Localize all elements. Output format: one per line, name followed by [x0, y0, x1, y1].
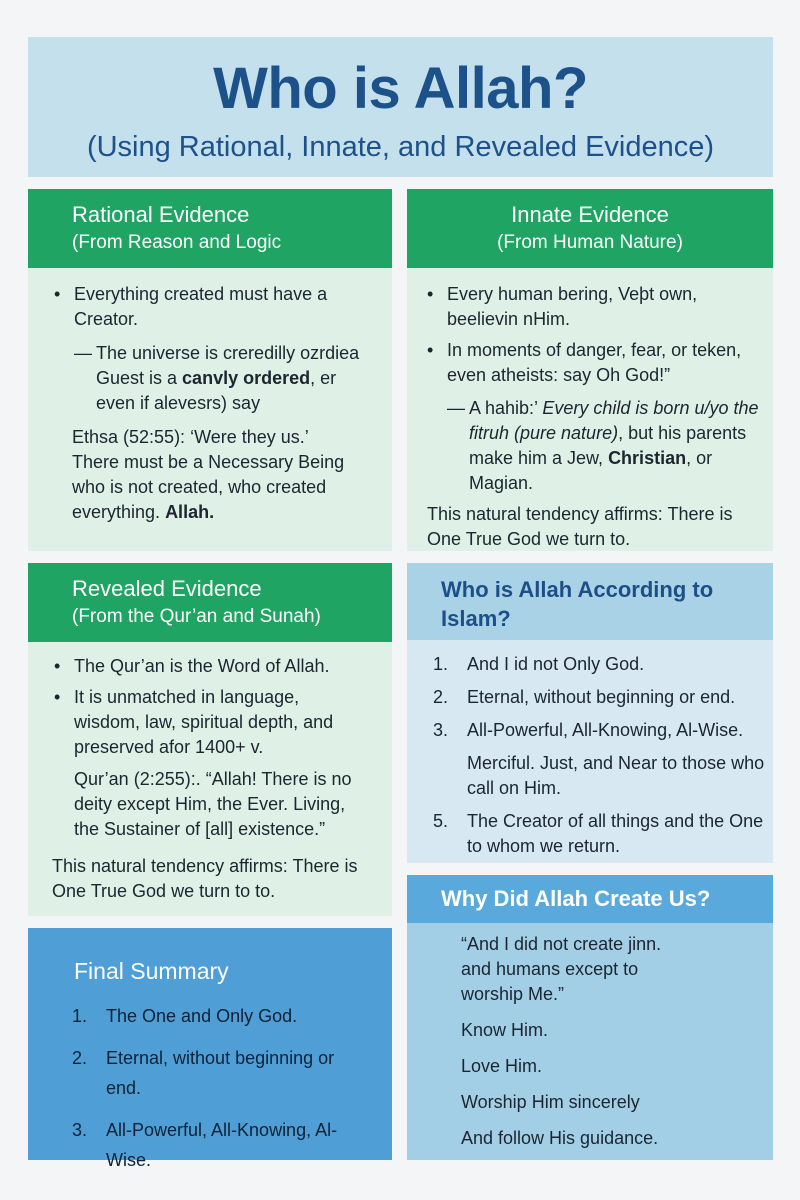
according-item — [433, 718, 765, 743]
innate-conclusion: This natural tendency affirms: There is One True God we turn to. — [427, 504, 733, 549]
revealed-bullet-2: • It is unmatched in language, wisdom, law, spiritual depth, and preserved afor 1400+ v. — [54, 685, 370, 760]
rational-evidence-card: Rational Evidence (From Reason and Logic • Everything created must have a Creator. — The universe is creredilly ozrdiea Guest is a canvly ordered, er even if alevesrs) say Ethsa (52:55): ‘Were they us.’ There must be a Necessary Being who is not created, who created everything. Allah. — [28, 189, 392, 551]
revealed-evidence-card — [28, 563, 392, 916]
revealed-evidence-header — [28, 563, 392, 642]
according-heading: Who is Allah According to Islam? — [441, 577, 714, 631]
page-title: Who is Allah? — [213, 56, 588, 121]
summary-item — [72, 1115, 372, 1175]
revealed-bullet-1: • The Qur’an is the Word of Allah. — [54, 654, 370, 679]
summary-heading: Final Summary — [74, 958, 229, 984]
according-item — [433, 652, 765, 677]
item-number: 1. — [433, 654, 449, 674]
item-number: 2. — [433, 687, 449, 707]
item-text: And I id not Only God. — [467, 654, 645, 674]
item-text: The Creator of all things and the One to whom we return. — [467, 811, 764, 856]
title-banner — [28, 37, 773, 177]
revealed-quote: Qur’an (2:255):. “Allah! There is no deity except Him, the Ever. Living, the Sustainer of [all] existence.” — [74, 769, 352, 839]
rational-subheading: (From Reason and Logic — [72, 232, 282, 253]
rational-bullet: • Everything created must have a Creator. — [54, 282, 374, 332]
according-to-islam-card — [407, 563, 773, 863]
revealed-heading: Revealed Evidence — [72, 576, 262, 601]
summary-list — [28, 985, 392, 1175]
why-line: Love Him. — [461, 1056, 543, 1076]
summary-item — [72, 1043, 372, 1103]
item-text: All-Powerful, All-Knowing, Al-Wise. — [106, 1120, 338, 1170]
why-quote: “And I did not create jinn. and humans except to worship Me.” — [461, 934, 662, 1004]
revealed-conclusion: This natural tendency affirms: There is One True God we turn to to. — [52, 856, 358, 901]
innate-bullet-2: • In moments of danger, fear, or teken, even atheists: say Oh God!” — [427, 338, 761, 388]
item-number: 3. — [433, 720, 449, 740]
item-text: Eternal, without beginning or end. — [106, 1048, 335, 1098]
item-text: Merciful. Just, and Near to those who call on Him. — [467, 753, 765, 798]
rational-heading: Rational Evidence — [72, 202, 250, 227]
why-lines — [461, 1018, 763, 1151]
why-created-header — [407, 875, 773, 923]
innate-evidence-card — [407, 189, 773, 551]
rational-evidence-header — [28, 189, 392, 268]
rational-dash-line: — The universe is creredilly ozrdiea — [74, 341, 374, 366]
item-text: Eternal, without beginning or end. — [467, 687, 736, 707]
innate-bullet-1: • Every human bering, Veþt own, beelievin nHim. — [427, 282, 761, 332]
why-line: Worship Him sincerely — [461, 1092, 640, 1112]
according-item — [433, 751, 765, 801]
why-heading: Why Did Allah Create Us? — [441, 886, 711, 911]
why-created-card — [407, 875, 773, 1160]
according-to-islam-header — [407, 563, 773, 640]
revealed-subheading: (From the Qur’an and Sunah) — [72, 606, 321, 627]
innate-heading: Innate Evidence — [511, 202, 669, 227]
why-line: Know Him. — [461, 1020, 549, 1040]
why-line: And follow His guidance. — [461, 1128, 659, 1148]
item-number: 2. — [72, 1048, 88, 1068]
according-item — [433, 809, 765, 859]
innate-evidence-header — [407, 189, 773, 268]
rational-quote: Ethsa (52:55): ‘Were they us.’ — [72, 427, 309, 447]
final-summary-card — [28, 928, 392, 1170]
item-text: The One and Only God. — [106, 1006, 298, 1026]
innate-hadith: — A hahib:’ Every child is born u/yo the fitruh (pure nature), but his parents make him a Jew, Christian, or Magian. — [447, 396, 761, 496]
item-number: 3. — [72, 1120, 88, 1140]
item-text: All-Powerful, All-Knowing, Al-Wise. — [467, 720, 744, 740]
item-number: 5. — [433, 811, 449, 831]
rational-conclusion: There must be a Necessary Being who is not created, who created everything. Allah. — [72, 452, 345, 522]
page-subtitle: (Using Rational, Innate, and Revealed Evidence) — [86, 131, 715, 163]
according-item — [433, 685, 765, 710]
according-list — [407, 640, 773, 859]
item-number: 1. — [72, 1006, 88, 1026]
summary-item — [72, 1001, 372, 1031]
innate-subheading: (From Human Nature) — [497, 232, 683, 253]
